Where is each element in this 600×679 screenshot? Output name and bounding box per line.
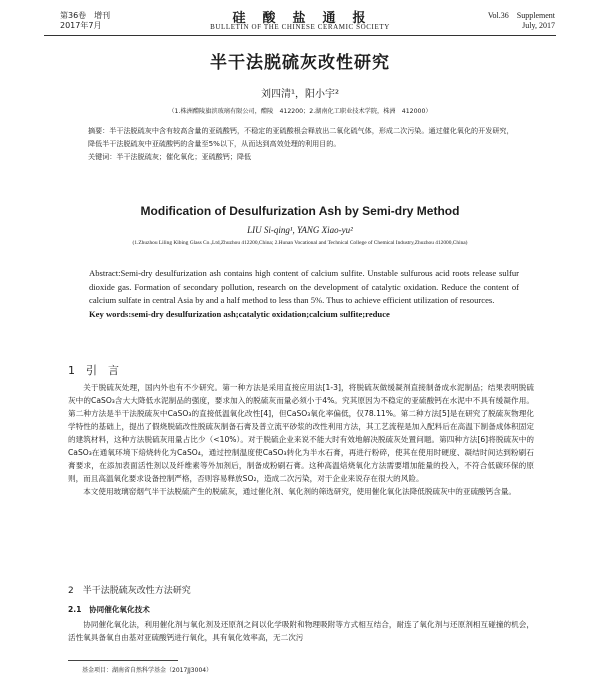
- paragraph-1: 关于脱硫灰处理，国内外也有不少研究。第一种方法是采用直接应用法[1-3]，将脱硫灰做缓凝剂直接制备成水泥制品；结果表明脱硫灰中的CaSO₃含大大降低水泥制品的强度，要求加入的脱硫灰而量必须小于4%。究其原因为不稳定的亚硫酸钙在水泥中不具有缓凝作用。第二种方法是半干法脱硫灰中CaSO₃的直接低温氧化改性[4]，但CaSO₃氧化率偏低，仅78.11%。第二种方法[5]是在研究了脱硫灰物理化学特性的基础上，提出了假烧脱硫改性脱硫灰制备石膏及普立流平砂浆的改性利用方法，其工艺流程是加入配料后在高温下制备成体积固定的建筑材料，这种方法脱硫灰用量占比少（<10%）。对于脱硫企业来说不能大时有效地解决脱硫灰处置问题。第四种方法[6]将脱硫灰中的CaSO₃在通氧环境下焙烧转化为CaSO₄，通过控制温度使CaSO₃转化为半水石膏，再进行粉碎，使其在使用时硬度、凝结时间达到粉刷石膏要求，在添加表面活性剂以及纤维素等外加剂后，制备成粉刷石膏。这种高温焙烧氧化方法需要增加能量的投入，不符合低碳环保的原则，而且高温氧化要求设备控制严格，否则容易释放SO₂，造成二次污染，对于企业来说存在很大的风险。: [68, 383, 534, 483]
- paragraph-2: 本文使用玻璃窑烟气半干法脱硫产生的脱硫灰，通过催化剂、氧化剂的筛选研究，使用催化氧化法降低脱硫灰中的亚硫酸钙含量。: [83, 487, 517, 496]
- section-1-body: [68, 381, 534, 498]
- keywords-cn: 关键词：半干法脱硫灰；催化氧化；亚硫酸钙；降低: [88, 152, 252, 161]
- volume-supplement: Vol.36 Supplement: [487, 11, 555, 20]
- header-rule: [44, 35, 556, 36]
- abstract-cn: [88, 124, 520, 163]
- abstract-en-text: Abstract:Semi-dry desulfurization ash contains high content of calcium sulfite. Unstable sulfurous acid roots release sulfur dioxide gas. Formation of secondary pollution, research on the development of catalytic oxidation. Reduce the content of calcium sulfate in central Asia by and a half method to less than 5%. Thus to achieve efficient utilization of resources.: [89, 268, 519, 305]
- abstract-cn-text: 摘要：半干法脱硫灰中含有较高含量的亚硫酸钙，不稳定的亚硫酸根会释放出二氧化硫气体，形成二次污染。通过催化氧化的开发研究，降低半干法脱硫灰中亚硫酸钙的含量至5%以下，从而达到高效处理的利用目的。: [88, 126, 514, 148]
- authors-cn: 刘四清¹，阳小宇²: [260, 89, 340, 100]
- header-right: [440, 11, 555, 31]
- authors-en: LIU Si-qing¹, YANG Xiao-yu²: [247, 225, 353, 235]
- publication-month: July, 2017: [522, 21, 555, 30]
- paper-title-en: Modification of Desulfurization Ash by Semi-dry Method: [140, 204, 460, 218]
- affiliation-cn: （1.株洲醴陵旗滨玻璃有限公司，醴陵 412200；2.湖南化工职业技术学院，株洲 412000）: [168, 108, 432, 115]
- journal-title-en: BULLETIN OF THE CHINESE CERAMIC SOCIETY: [210, 23, 390, 31]
- paper-title-cn: 半干法脱硫灰改性研究: [210, 53, 390, 73]
- affiliation-en: (1.Zhuzhou Liling Kibing Glass Co.,Ltd,Zhuzhou 412200,China; 2.Hunan Vocational and Technical College of Chemical Industry,Zhuzhou 412000,China): [132, 240, 468, 246]
- section-1-heading: 1 引 言: [68, 364, 119, 377]
- footnote-rule: [68, 660, 178, 661]
- paragraph-3: 协同催化氧化法，利用催化剂与氧化剂及还原剂之间以化学吸附和物理吸附等方式相互结合，耐连了氧化剂与还原剂相互碰撞的机会，活性氧具备氧自由基对亚硫酸钙进行氧化，具有氧化效率高，无二次污: [68, 620, 534, 642]
- section-2-1-heading: 2.1 协同催化氧化技术: [68, 605, 150, 614]
- journal-title-cn: 硅 酸 盐 通 报: [232, 11, 368, 26]
- keywords-en: Key words:semi-dry desulfurization ash;catalytic oxidation;calcium sulfite;reduce: [89, 308, 390, 319]
- footnote: 基金项目：湖南省自然科学基金（2017JJ3004）: [82, 667, 213, 674]
- publication-date: 2017年7月: [60, 21, 102, 30]
- abstract-en: [89, 267, 519, 321]
- volume-issue: 第36卷 增刊: [60, 11, 111, 20]
- header-left: [60, 11, 170, 31]
- section-2-heading: 2 半干法脱硫灰改性方法研究: [68, 586, 191, 596]
